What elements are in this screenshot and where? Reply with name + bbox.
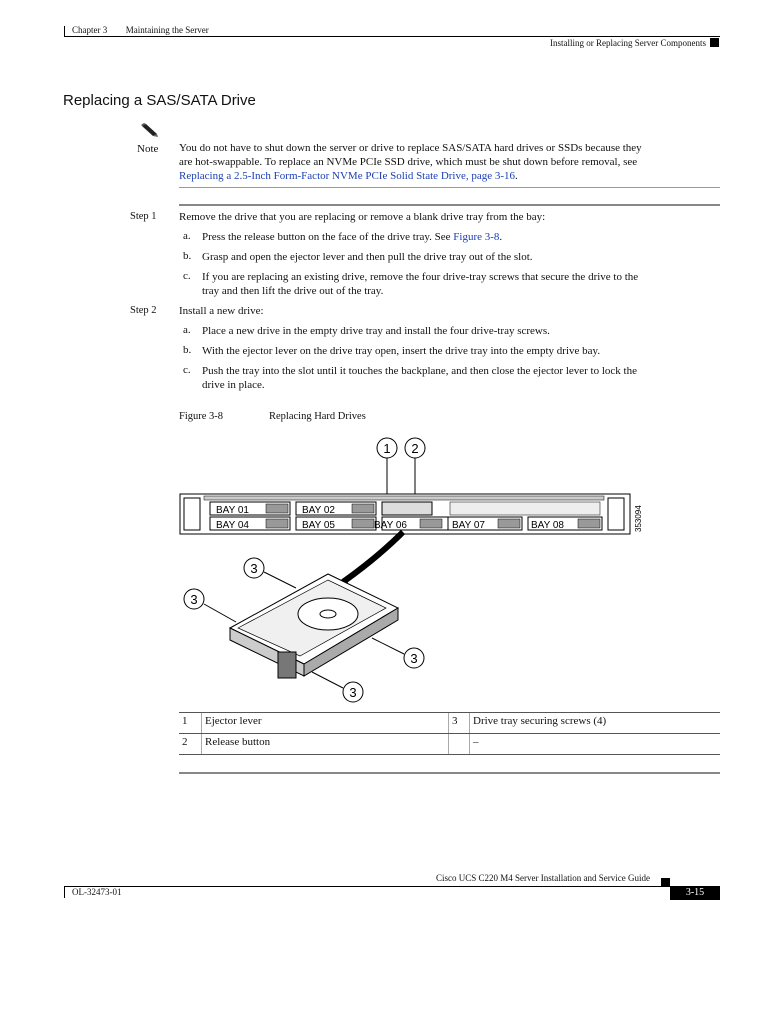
step-2-label: Step 2 [130,305,157,316]
note-link[interactable]: Replacing a 2.5-Inch Form-Factor NVMe PCIe Solid State Drive, page 3-16 [179,170,516,182]
footer-guide-title: Cisco UCS C220 M4 Server Installation and Service Guide [436,873,650,883]
svg-text:1: 1 [383,441,391,456]
svg-text:3: 3 [410,651,418,666]
note-text [179,141,724,183]
step-1a-text: Press the release button on the face of the drive tray. See Figure 3-8. [202,231,503,243]
svg-text:2: 2 [411,441,419,456]
svg-text:3: 3 [190,592,198,607]
header-chapter [72,25,209,35]
step-1c-label: c. [183,270,191,282]
art-id: 353094 [634,505,643,532]
figure-3-8-link[interactable]: Figure 3-8 [453,231,500,243]
step-1b-label: b. [183,250,192,262]
figure-legend-table [179,712,720,755]
callout-3-d [312,672,363,702]
step-2-text: Install a new drive: [179,305,264,317]
svg-text:3: 3 [349,685,357,700]
section-title: Replacing a SAS/SATA Drive [63,92,256,109]
figure-title: Replacing Hard Drives [269,411,366,422]
note-line-2: are hot-swappable. To replace an NVMe PCIe SSD drive, which must be shut down before removal, see [179,156,638,168]
header-section: Installing or Replacing Server Components [550,38,706,48]
bay-08-label: BAY 08 [531,520,564,531]
drive-tray [230,574,398,678]
step-1b-text: Grasp and open the ejector lever and then pull the drive tray out of the slot. [202,251,533,263]
note-divider [179,187,720,188]
header-left-tick [64,26,65,36]
callout-3-c [372,638,424,668]
footer-rule [64,886,720,887]
steps-bottom-rule [179,772,720,774]
callout-3-b [184,589,236,622]
footer-left-tick [64,886,65,898]
bay-01-label: BAY 01 [216,505,249,516]
step-2b-text: With the ejector lever on the drive tray open, insert the drive tray into the empty drive bay. [202,345,601,357]
table-row: 1 Ejector lever 3 Drive tray securing screws (4) [179,713,720,734]
step-2a-text: Place a new drive in the empty drive tray and install the four drive-tray screws. [202,325,550,337]
footer-page-number: 3-15 [670,886,720,900]
note-link-suffix: . [515,170,518,182]
note-label: Note [137,143,159,155]
step-1-text: Remove the drive that you are replacing or remove a blank drive tray from the bay: [179,211,546,223]
replacing-hard-drives-figure [178,432,648,707]
step-1c-text: If you are replacing an existing drive, remove the four drive-tray screws that secure the drive to the tray and then lift the drive out of the tray. [202,271,639,297]
chapter-title: Maintaining the Server [125,25,209,35]
callout-3-a [244,558,296,588]
step-2c-label: c. [183,364,191,376]
step-2b-label: b. [183,344,192,356]
step-2a-label: a. [183,324,191,336]
bay-05-label: BAY 05 [302,520,335,531]
svg-text:3: 3 [250,561,258,576]
bay-06-label: BAY 06 [374,520,407,531]
chapter-label: Chapter 3 [72,25,108,35]
callout-1 [377,438,397,502]
bay-04-label: BAY 04 [216,520,249,531]
step-1-label: Step 1 [130,211,157,222]
header-rule [64,36,720,37]
table-row: 2 Release button – [179,734,720,755]
note-line-1: You do not have to shut down the server or drive to replace SAS/SATA hard drives or SSDs because they [179,142,642,154]
step-2c-text: Push the tray into the slot until it touches the backplane, and then close the ejector lever to lock the drive in place. [202,365,637,391]
bay-02-label: BAY 02 [302,505,335,516]
bay-07-label: BAY 07 [452,520,485,531]
header-square [710,38,719,47]
server-chassis [180,494,630,534]
steps-top-rule [179,204,720,206]
footer-doc-id: OL-32473-01 [72,887,122,897]
callout-2 [405,438,425,502]
figure-number: Figure 3-8 [179,411,224,422]
step-1a-label: a. [183,230,191,242]
